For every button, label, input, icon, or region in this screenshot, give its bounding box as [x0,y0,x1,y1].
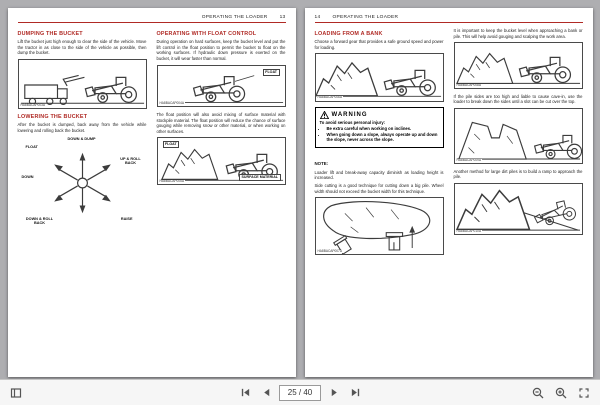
sidebar-toggle-button[interactable] [8,385,24,401]
body-text-loading: Choose a forward gear that provides a safe ground speed and power for loading. [314,39,444,50]
header-rule [18,22,286,23]
warning-triangle-icon [320,111,329,119]
lever-label-down: DOWN [21,175,34,180]
body-text-float-1: During operation on hard surfaces, keep the bucket level and put the lift control in the float position to permit the bucket to float on the working surfaces. If hydraulic down pressure is exerted on the bucket, it will wear faster than normal. [156,39,286,62]
figure-caption: HA8BACAP006A [317,95,342,100]
side-cutting-top-view-illustration [316,198,443,254]
figure-caption: HA8BACAP009A [456,157,481,162]
lever-label-raise: RAISE [120,217,133,222]
figure-caption: HA8BACAP007A [317,248,342,253]
sidebar-icon [10,387,22,399]
page-number-input[interactable] [279,385,321,401]
note-label: NOTE: [314,160,329,166]
zoom-in-icon [555,387,567,399]
body-text-side-cutting: Side cutting is a good technique for cutting down a big pile. Wheel width should not exceed the bucket width for this technique. [314,183,444,194]
lever-label-down-roll-back: DOWN & ROLL BACK [25,216,54,226]
first-page-icon [240,387,251,398]
figure-caption: HA8BACAP004A [159,100,184,105]
pile-with-slot-illustration [455,109,582,163]
warning-list [327,126,439,142]
last-page-icon [350,387,361,398]
section-title-dumping: DUMPING THE BUCKET [17,31,83,38]
toolbar-right-group [530,385,592,401]
body-text-float-2: The float position will also avoid mixing of surface material with stockpile material. The float position will reduce the chance of surface gouging while removing snow or other material, or when working on other surfaces. [156,111,286,134]
page-right [305,8,593,377]
figure-dumping-bucket [18,59,147,109]
page-header-title: OPERATING THE LOADER [332,15,399,20]
lever-label-down-dump: DOWN & DUMP [67,137,96,142]
right-page-col-1 [315,28,444,260]
zoom-in-button[interactable] [553,385,569,401]
warning-item: • Be extra careful when working on inclines. [327,126,439,131]
control-lever-diagram [18,137,147,229]
right-page-columns [315,28,583,260]
figure-side-cutting [315,197,444,255]
right-page-col-2 [454,28,583,260]
warning-item: • When going down a slope, always operate up and down the slope, never across the slope. [327,132,439,143]
warning-header [320,111,439,119]
figure-caption: HA8BACAP005A [159,179,184,184]
figure-caption: HA8BACAP010A [456,228,481,233]
fullscreen-button[interactable] [576,385,592,401]
warning-box [315,107,444,148]
left-page-columns [18,28,286,229]
lever-label-float: FLOAT [25,145,38,150]
figure-caption: HA8BACAP008A [456,82,481,87]
warning-title: WARNING [331,111,368,118]
lever-label-up-roll-back: UP & ROLL BACK [120,157,141,166]
viewer-toolbar [0,379,600,405]
body-text-cave-in: If the pile sides are too high and liable to cause cave-in, use the loader to break down the sides until a slot can be cut over the top. [453,93,583,105]
previous-page-icon [261,387,272,398]
note-block [315,152,444,181]
body-text-lowering: After the bucket is dumped, back away from the vehicle while lowering and rolling back the bucket. [17,122,147,133]
figure-ramp [454,183,583,235]
page-left [8,8,296,377]
next-page-icon [329,387,340,398]
page-number: 13 [279,15,286,20]
body-text-approach: It is important to keep the bucket level when approaching a bank or pile. This will help avoid gouging and scalping the work area. [453,28,583,39]
header-rule [315,22,583,23]
page-header-left [18,15,286,20]
first-page-button[interactable] [237,385,253,401]
figure-bucket-level [454,42,583,88]
zoom-out-icon [532,387,544,399]
left-page-col-1 [18,28,147,229]
figure-loading-bank [315,53,444,101]
page-navigation [237,385,363,401]
figure-slot-cut [454,108,583,164]
tractor-approaching-pile-illustration [455,43,582,87]
float-callout-label: FLOAT [163,141,180,148]
zoom-out-button[interactable] [530,385,546,401]
last-page-button[interactable] [347,385,363,401]
warning-intro: To avoid serious personal injury: [319,120,386,126]
body-text-dumping: Lift the bucket just high enough to clear the side of the vehicle. Move the tractor in as close to the side of the vehicle as possible, then dump the bucket. [17,39,147,56]
lever-pattern-illustration [18,137,147,229]
figure-float-2 [157,137,286,185]
page-header-title: OPERATING THE LOADER [201,15,268,20]
next-page-button[interactable] [326,385,342,401]
ramp-approach-illustration [455,184,582,234]
surface-material-label: SURFACE MATERIAL [239,174,280,181]
page-header-right [315,15,583,20]
tractor-dumping-into-truck-illustration [19,60,146,108]
body-text-ramp: Another method for large dirt piles is to build a ramp to approach the pile. [453,168,583,180]
figure-caption: HA8BACAP003A [20,102,45,107]
previous-page-button[interactable] [258,385,274,401]
left-page-col-2 [157,28,286,229]
note-body: Loader lift and break-away capacity diminish as loading height is increased. [314,169,444,181]
tractor-at-bank-illustration [316,54,443,100]
section-title-loading-bank: LOADING FROM A BANK [314,31,383,38]
section-title-lowering: LOWERING THE BUCKET [17,114,88,121]
float-callout-label: FLOAT [263,69,280,76]
toolbar-left-group [8,385,24,401]
page-number: 14 [314,15,321,20]
fullscreen-icon [578,387,590,399]
section-title-float-control: OPERATING WITH FLOAT CONTROL [156,31,257,38]
figure-float-1 [157,65,286,107]
